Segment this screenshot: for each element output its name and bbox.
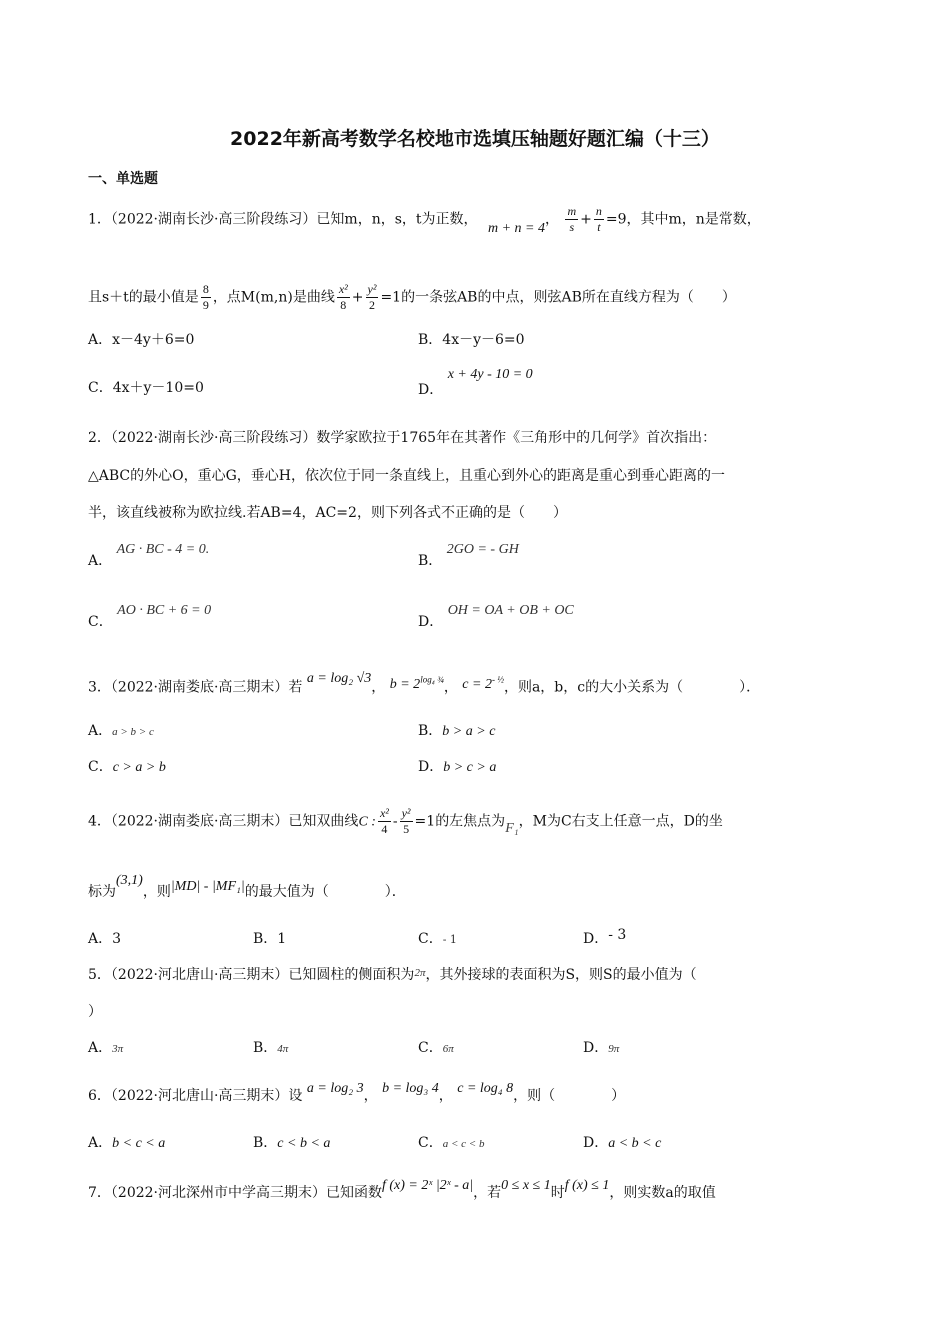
q1-frac-89: $\frac{8}{9}$	[202, 282, 209, 312]
q5-option-a-label: A．	[88, 1040, 113, 1056]
q7-when: 时	[550, 1185, 565, 1201]
q2-option-c-label: C．	[88, 614, 113, 630]
q4-stem: 4．（2022·湖南娄底·高三期末）已知双曲线	[88, 813, 359, 830]
q2-line3: 半，该直线被称为欧拉线.若AB=4，AC=2，则下列各式不正确的是（ ）	[88, 505, 567, 521]
q4-option-d-label: D．	[583, 931, 609, 947]
q1-option-b[interactable]: B．4x－y－6=0	[418, 332, 525, 348]
q2-option-c-expr: AO · BC + 6 = 0	[117, 603, 212, 618]
q1-stem: 1．（2022·湖南长沙·高三阶段练习）已知m，n，s，t为正数，	[88, 211, 478, 228]
q6-option-a-label: A．	[88, 1135, 113, 1151]
q2-line2: △ABC的外心O，重心G，垂心H，依次位于同一条直线上，且重心到外心的距离是重心到垂心距离的一	[88, 468, 726, 484]
q3-suffix: ，则a，b，c的大小关系为（ ）．	[503, 679, 761, 696]
q1-frac-ms: $\frac{m}{s}$	[567, 204, 577, 234]
q4-line1: 4．（2022·湖南娄底·高三期末）已知双曲线C : $\frac{\text{x²}}{4}$ - $\frac{\text{y²}}{5}$ =1的左焦点为F₁，M为C右支上任意一点，D的坐	[88, 806, 723, 836]
q4-suffix: ，M为C右支上任意一点，D的坐	[518, 813, 723, 830]
q7-stem: 7．（2022·河北深州市中学高三期末）已知函数	[88, 1185, 382, 1201]
q4-line2	[88, 873, 406, 903]
q5-option-d-expr: 9π	[608, 1043, 620, 1055]
q6-option-d-expr: a < b < c	[608, 1136, 662, 1151]
q1-option-a[interactable]: A．x－4y＋6=0	[88, 332, 195, 348]
q4-line2-text-b: ，则	[142, 884, 171, 900]
q3-option-d-expr: b > c > a	[443, 760, 497, 775]
q1-option-d[interactable]	[418, 367, 533, 401]
q5-option-b[interactable]	[253, 1038, 288, 1059]
q1-cond2: =9，其中m，n是常数，	[605, 211, 761, 228]
q1-option-c[interactable]: C．4x＋y－10=0	[88, 380, 204, 396]
q4-option-c-label: C．	[418, 931, 443, 947]
q5-option-b-label: B．	[253, 1040, 278, 1056]
q1-option-d-label: D．	[418, 382, 444, 398]
q1-option-d-expr: x + 4y - 10 = 0	[447, 367, 533, 382]
q7-line1	[88, 1178, 716, 1204]
q2-line1: 2．（2022·湖南长沙·高三阶段练习）数学家欧拉于1765年在其著作《三角形中的几何学》首次指出：	[88, 430, 717, 446]
q3-c-exponent: - ½	[491, 674, 504, 684]
q2-option-b-label: B．	[418, 553, 443, 569]
q7-range: 0 ≤ x ≤ 1	[501, 1178, 551, 1193]
q2-option-c[interactable]	[88, 603, 212, 633]
q3-option-a-expr: a > b > c	[112, 726, 154, 738]
page-title: 2022年新高考数学名校地市选填压轴题好题汇编（十三）	[230, 128, 720, 150]
q3-option-b[interactable]	[418, 721, 495, 742]
q5-option-c-expr: 6π	[442, 1043, 454, 1055]
q3-line1: 3．（2022·湖南娄底·高三期末）若 a = log₂ √3， $b = 2^{log_4 \frac{3}{4}}$， $c = 2^{- \frac{1}{2}}$，则a，b，c的大小关系为（ ）．	[88, 670, 761, 696]
q6-option-d[interactable]	[583, 1133, 661, 1154]
q3-b-expr: b = 2	[389, 676, 421, 692]
q4-point: (3,1)	[116, 873, 143, 888]
q6-stem: 6．（2022·河北唐山·高三期末）设	[88, 1088, 303, 1104]
q4-curve-tail: =1	[414, 813, 436, 830]
q4-option-c[interactable]	[418, 929, 457, 950]
q6-option-c[interactable]	[418, 1133, 484, 1154]
q4-line2-text-a: 标为	[88, 884, 116, 900]
q2-option-d[interactable]	[418, 603, 574, 633]
q4-expr: |MD| - |MF₁|	[170, 879, 245, 894]
q4-option-d-expr: - 3	[608, 927, 627, 943]
q3-option-b-label: B．	[418, 723, 443, 739]
q7-function: f (x) = 2ˣ |2ˣ - a|	[382, 1178, 474, 1193]
q2-option-d-expr: OH = OA + OB + OC	[447, 603, 574, 618]
q6-line1: 6．（2022·河北唐山·高三期末）设 a = log₂ 3， b = log₃ 4， c = log₄ 8，则（ ）	[88, 1081, 626, 1104]
q6-a-expr: a = log₂ 3	[306, 1081, 364, 1096]
q4-frac-x2-4: $\frac{\text{x²}}{4}$	[379, 806, 389, 836]
q1-frac-nt: $\frac{n}{t}$	[595, 204, 602, 234]
q6-option-b-label: B．	[253, 1135, 278, 1151]
q3-option-d-label: D．	[418, 759, 444, 775]
q1-frac-y2-2: $\frac{\text{y²}}{2}$	[367, 282, 377, 312]
q5-stem: 5．（2022·河北唐山·高三期末）已知圆柱的侧面积为	[88, 967, 415, 983]
q5-option-a[interactable]	[88, 1038, 123, 1059]
q3-a-expr: a = log₂ √3	[306, 670, 372, 686]
q4-option-b[interactable]: B．1	[253, 931, 287, 947]
q1-line1: 1．（2022·湖南长沙·高三阶段练习）已知m，n，s，t为正数， m + n = 4， $\frac{m}{s}$ + $\frac{n}{t}$ =9，其中m，n是常数，	[88, 204, 761, 236]
q3-b-exponent: log₄ ¾	[420, 674, 444, 684]
q4-option-a[interactable]: A．3	[88, 931, 122, 947]
q5-option-d-label: D．	[583, 1040, 609, 1056]
q5-option-c-label: C．	[418, 1040, 443, 1056]
q2-option-b[interactable]	[418, 542, 519, 572]
q3-option-c-expr: c > a > b	[112, 760, 166, 775]
q3-option-b-expr: b > a > c	[442, 724, 496, 739]
q5-option-d[interactable]	[583, 1038, 619, 1059]
q4-line2-text-c: 的最大值为（ ）．	[244, 884, 406, 900]
q6-option-c-expr: a < c < b	[442, 1138, 485, 1150]
section-heading: 一、单选题	[88, 171, 158, 187]
q2-option-a[interactable]	[88, 542, 210, 572]
q1-line2-text-b: ，点M(m,n)是曲线	[212, 289, 335, 306]
q6-option-a-expr: b < c < a	[112, 1136, 166, 1151]
q2-option-d-label: D．	[418, 614, 444, 630]
q5-option-a-expr: 3π	[112, 1043, 124, 1055]
q7-suffix: ，则实数a的取值	[609, 1185, 716, 1201]
q5-option-b-expr: 4π	[277, 1043, 289, 1055]
q5-line1	[88, 965, 697, 986]
q3-option-c[interactable]	[88, 757, 166, 778]
q6-suffix: ，则（ ）	[513, 1088, 626, 1104]
q1-line2-text-a: 且s＋t的最小值是	[88, 289, 199, 306]
q1-line2-text-c: =1的一条弦AB的中点，则弦AB所在直线方程为（ ）	[380, 289, 736, 306]
q6-b-expr: b = log₃ 4	[382, 1081, 439, 1096]
q4-curve-label: C :	[358, 814, 376, 830]
q3-option-c-label: C．	[88, 759, 113, 775]
q3-option-d[interactable]	[418, 757, 496, 778]
q2-option-a-label: A．	[88, 553, 113, 569]
q7-condition: f (x) ≤ 1	[564, 1178, 610, 1193]
q5-stem-tail: ，其外接球的表面积为S，则S的最小值为（	[425, 967, 697, 983]
q1-line2: 且s＋t的最小值是 $\frac{8}{9}$ ，点M(m,n)是曲线 $\frac{\text{x²}}{8}$ + $\frac{\text{y²}}{2}$ =1的一条弦AB的中点，则弦AB所在直线方程为（ ）	[88, 282, 736, 312]
q3-option-a-label: A．	[88, 723, 113, 739]
q4-mid: 的左焦点为	[435, 813, 506, 830]
q6-c-expr: c = log₄ 8	[457, 1081, 514, 1096]
q6-option-c-label: C．	[418, 1135, 443, 1151]
q7-mid: ，若	[473, 1185, 502, 1201]
q4-option-c-expr: - 1	[442, 933, 457, 946]
q4-option-d[interactable]	[583, 929, 626, 949]
q6-option-b-expr: c < b < a	[277, 1136, 331, 1151]
q3-stem: 3．（2022·湖南娄底·高三期末）若	[88, 679, 303, 696]
q2-option-a-expr: AG · BC - 4 = 0.	[116, 542, 210, 557]
q6-option-d-label: D．	[583, 1135, 609, 1151]
q2-option-b-expr: 2GO = - GH	[446, 542, 519, 557]
q3-option-a[interactable]	[88, 721, 154, 742]
q5-option-c[interactable]	[418, 1038, 454, 1059]
q1-cond1: m + n = 4	[488, 220, 546, 236]
q6-option-a[interactable]	[88, 1133, 165, 1154]
q5-area: 2π	[414, 967, 426, 979]
q6-option-b[interactable]	[253, 1133, 330, 1154]
q4-focus: F₁	[505, 820, 519, 836]
q4-frac-y2-5: $\frac{\text{y²}}{5}$	[401, 806, 411, 836]
q1-frac-x2-8: $\frac{\text{x²}}{8}$	[338, 282, 348, 312]
q5-line2: ）	[88, 1004, 102, 1020]
q3-c-expr: c = 2	[462, 676, 492, 692]
